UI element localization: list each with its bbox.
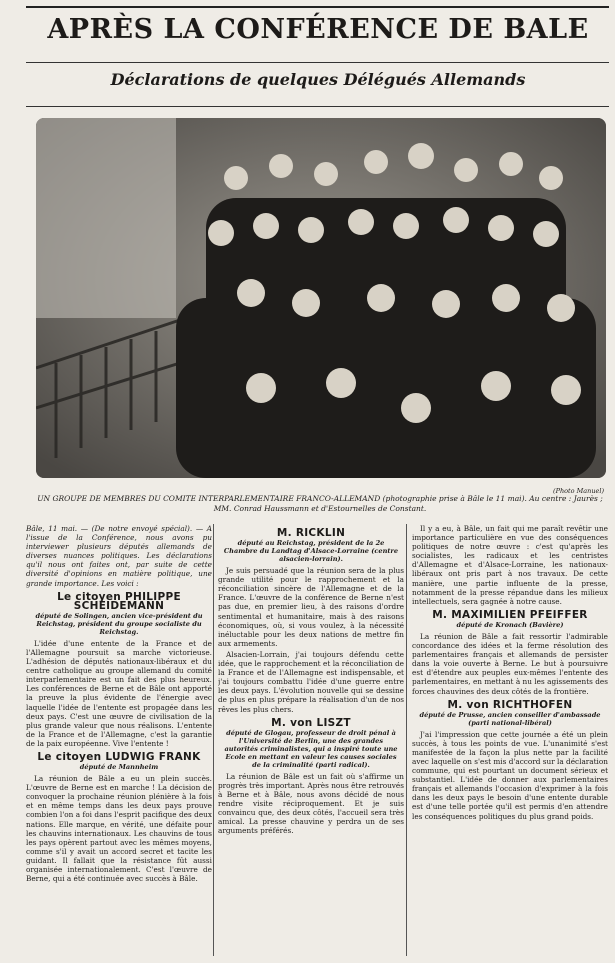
interview-role: député au Reichstag, président de la 2e Chambre du Landtag d'Alsace-Lorraine (centre alsacien-lorrain). bbox=[223, 539, 399, 564]
interview-name: Le citoyen LUDWIG FRANK bbox=[37, 750, 201, 763]
group-photo bbox=[36, 118, 606, 478]
interview-paragraph: L'idée d'une entente de la France et de l'Allemagne poursuit sa marche victorieuse. L'adhésion de députés nationaux-libéraux et du centre catholique au groupe allemand du comité interparlementaire est un fait des plus heureux. Les conférences de Berne et de Bâle ont apporté la preuve la plus évidente de l'énergie avec laquelle l'idée de l'entente est propagée dans les deux pays. C'est une œuvre de civilisation de la plus grande valeur que nous réalisons. L'entente de la France et de l'Allemagne, c'est la garantie de la paix européenne. Vive l'entente ! bbox=[26, 638, 212, 748]
subheadline: Déclarations de quelques Délégués Allemands bbox=[110, 70, 526, 89]
dateline: Bâle, 11 mai. — (De notre envoyé spécial). — A l'issue de la Conférence, nous avons pu interviewer plusieurs députés allemands de diverses nuances politiques. Les déclarations qu'il nous ont faites ont, par suite de cette diversité d'opinions en matière politique, une grande importance. Les voici : bbox=[26, 524, 212, 588]
interview-paragraph: La réunion de Bâle a eu un plein succès. L'œuvre de Berne est en marche ! La décision de convoquer la prochaine réunion plénière à la fois et en même temps dans les deux pays prouve combien l'on a foi dans l'esprit pacifique des deux nations. Elle marque, en vérité, une défaite pour les chauvins internationaux. Les chauvins de tous les pays opèrent partout avec les mêmes moyens, comme s'il y avait un accord secret et tacite les guidant. Il fallait que la résistance fût aussi organisée internationalement. C'est l'œuvre de Berne, qui a été continuée avec succès à Bâle. bbox=[26, 774, 212, 884]
top-rule bbox=[26, 6, 609, 8]
interview-paragraph: J'ai l'impression que cette journée a été un plein succès, à tous les points de vue. L'unanimité s'est manifestée de la façon la plus nette par la facilité avec laquelle on s'est mis d'accord sur la déclaration commune, qui est pourtant un document sérieux et substantiel. L'idée de donner aux parlementaires français et allemands l'occasion d'exprimer à la fois dans les deux pays le besoin d'une entente durable est d'une telle portée qu'il est permis d'en attendre les conséquences politiques du plus grand poids. bbox=[412, 729, 608, 821]
group-photo-image bbox=[36, 118, 606, 478]
interview-role: député de Glogau, professeur de droit pénal à l'Université de Berlin, une des grandes autorités criminalistes, qui a inspiré toute une Ecole en mettant en valeur les causes sociales de la criminalité (parti radical). bbox=[224, 728, 398, 769]
headline-rule bbox=[26, 62, 609, 63]
photo-caption bbox=[30, 487, 610, 514]
interview-paragraph: Alsacien-Lorrain, j'ai toujours défendu cette idée, que le rapprochement et la réconciliation de la France et de l'Allemagne est indispensable, et j'ai toujours combattu l'idée d'une guerre entre les deux pays. L'évolution nouvelle qui se dessine de plus en plus prépare la réalisation d'un de nos rêves les plus chers. bbox=[218, 649, 404, 714]
interview-name: M. MAXIMILIEN PFEIFFER bbox=[432, 608, 588, 621]
interview-paragraph: Je suis persuadé que la réunion sera de la plus grande utilité pour le rapprochement et la réconciliation sincère de l'Allemagne et de la France. L'œuvre de la conférence de Berne n'est pas due, en premier lieu, à des raisons d'ordre sentimental et humanitaire, mais à des raisons économiques, où, si vous voulez, à la nécessité inéluctable pour les deux nations de mettre fin aux armements. bbox=[218, 566, 404, 648]
interview-role: député de Prusse, ancien conseiller d'ambassade (parti national-libéral) bbox=[419, 710, 601, 727]
article-column-3 bbox=[412, 524, 608, 958]
headline: APRÈS LA CONFÉRENCE DE BALE bbox=[47, 14, 589, 45]
interview-name: M. RICKLIN bbox=[276, 527, 346, 539]
photo-credit: (Photo Manuel) bbox=[553, 487, 604, 495]
column-divider bbox=[213, 524, 214, 956]
article-column-2 bbox=[218, 524, 404, 958]
interview-name: M. von LISZT bbox=[271, 716, 351, 729]
interview-name: M. von RICHTHOFEN bbox=[447, 698, 573, 711]
interview-paragraph: Il y a eu, à Bâle, un fait qui me paraît revêtir une importance particulière en vue des conséquences politiques de notre œuvre : c'est qu'après les socialistes, les radicaux et les centristes d'Allemagne et d'Alsace-Lorraine, les nationaux-libéraux ont pris part à nos travaux. De cette manière, une partie influente de la presse, notamment de la presse répandue dans les milieux intellectuels, sera gagnée à notre cause. bbox=[412, 524, 608, 606]
column-divider bbox=[406, 524, 407, 956]
interview-role: député de Solingen, ancien vice-président du Reichstag, président du groupe socialiste du Reichstag. bbox=[35, 611, 203, 636]
interview-role: député de Mannheim bbox=[79, 763, 159, 772]
article-column-1 bbox=[26, 524, 212, 958]
caption-text: UN GROUPE DE MEMBRES DU COMITE INTERPARLEMENTAIRE FRANCO-ALLEMAND (photographie prise à Bâle le 11 mai). Au centre : Jaurès ; MM. Conrad Haussmann et d'Estournelles de Constant. bbox=[37, 494, 603, 513]
subhead-rule bbox=[26, 106, 609, 107]
interview-name: Le citoyen PHILIPPE SCHEIDEMANN bbox=[57, 590, 181, 612]
interview-role: député de Kronach (Bavière) bbox=[456, 620, 564, 629]
interview-paragraph: La réunion de Bâle a fait ressortir l'admirable concordance des idées et la ferme résolution des parlementaires français et allemands de persister dans la voie ouverte à Berne. Le but à poursuivre est d'étendre aux peuples eux-mêmes l'entente des parlementaires, en mettant à nu les agissements des forces chauvines des deux côtés de la frontière. bbox=[412, 631, 608, 696]
interview-paragraph: La réunion de Bâle est un fait où s'affirme un progrès très important. Après nous être retrouvés à Berne et à Bâle, nous avons décidé de nous rendre visite réciproquement. Et je suis convaincu que, des deux côtés, l'accueil sera très amical. La presse chauvine y perdra un de ses arguments préférés. bbox=[218, 771, 404, 836]
